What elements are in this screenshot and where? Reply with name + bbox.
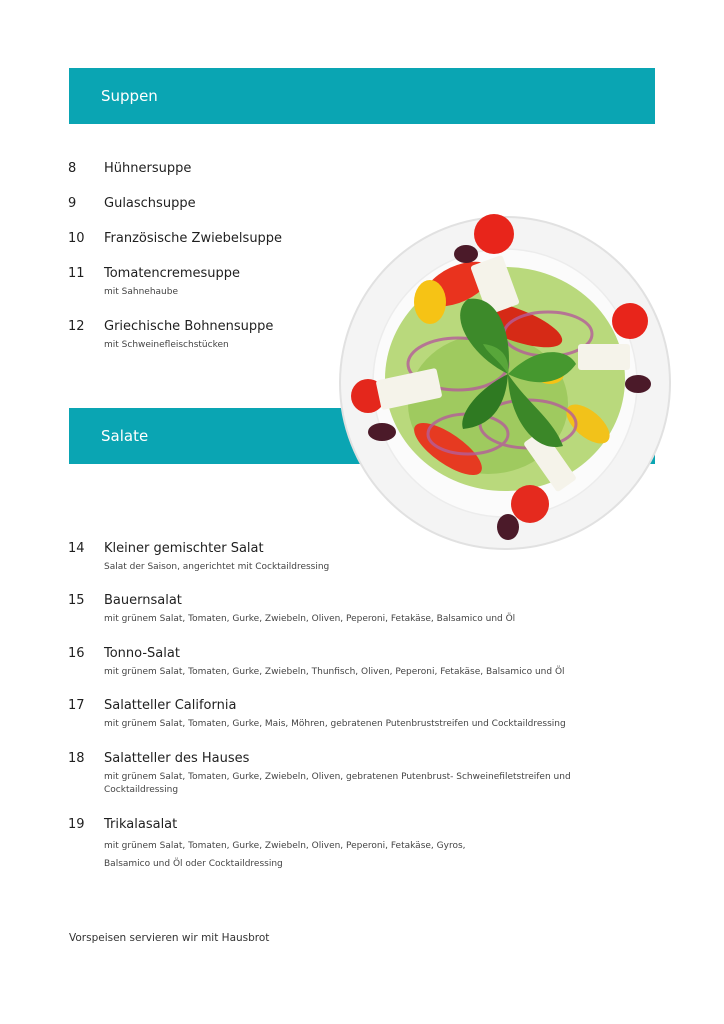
item-description: mit grünem Salat, Tomaten, Gurke, Zwiebeln, Thunfisch, Oliven, Peperoni, Fetakäse, Balsamico und Öl — [104, 667, 565, 677]
item-number: 19 — [68, 817, 85, 832]
item-name: Tomatencremesuppe — [104, 266, 241, 281]
section-banner-suppen — [69, 68, 655, 124]
item-number: 15 — [68, 593, 85, 608]
item-description: mit Sahnehaube — [104, 287, 179, 297]
item-number: 16 — [68, 646, 85, 661]
item-number: 17 — [68, 698, 85, 713]
item-name: Salatteller California — [104, 698, 237, 713]
item-name: Französische Zwiebelsuppe — [104, 231, 283, 246]
item-number: 12 — [68, 319, 85, 334]
item-number: 11 — [68, 266, 85, 281]
section-title-suppen: Suppen — [101, 87, 158, 105]
item-description: mit grünem Salat, Tomaten, Gurke, Zwiebeln, Oliven, Peperoni, Fetakäse, Gyros, Balsamico und Öl oder Cocktaildressing — [104, 841, 466, 869]
item-description: mit Schweinefleischstücken — [104, 340, 229, 350]
item-name: Bauernsalat — [104, 593, 182, 608]
item-description: Salat der Saison, angerichtet mit Cocktaildressing — [104, 562, 330, 572]
item-name: Salatteller des Hauses — [104, 751, 250, 766]
item-name: Hühnersuppe — [104, 161, 192, 176]
item-name: Gulaschsuppe — [104, 196, 196, 211]
item-name: Griechische Bohnensuppe — [104, 319, 274, 334]
item-name: Tonno-Salat — [104, 646, 180, 661]
item-description: mit grünem Salat, Tomaten, Gurke, Zwiebeln, Oliven, Peperoni, Fetakäse, Balsamico und Öl — [104, 614, 516, 624]
item-number: 10 — [68, 231, 85, 246]
item-name: Kleiner gemischter Salat — [104, 541, 264, 556]
item-description: mit grünem Salat, Tomaten, Gurke, Zwiebeln, Oliven, gebratenen Putenbrust- Schweinefiletstreifen und Cocktaildressing — [104, 772, 571, 795]
footer-note: Vorspeisen servieren wir mit Hausbrot — [69, 932, 270, 944]
item-number: 9 — [68, 196, 77, 211]
item-number: 8 — [68, 161, 77, 176]
salad-plate-image — [338, 214, 672, 552]
item-description: mit grünem Salat, Tomaten, Gurke, Mais, Möhren, gebratenen Putenbruststreifen und Cocktaildressing — [104, 719, 566, 729]
section-title-salate: Salate — [101, 427, 149, 445]
item-name: Trikalasalat — [104, 817, 178, 832]
item-number: 18 — [68, 751, 85, 766]
item-number: 14 — [68, 541, 85, 556]
